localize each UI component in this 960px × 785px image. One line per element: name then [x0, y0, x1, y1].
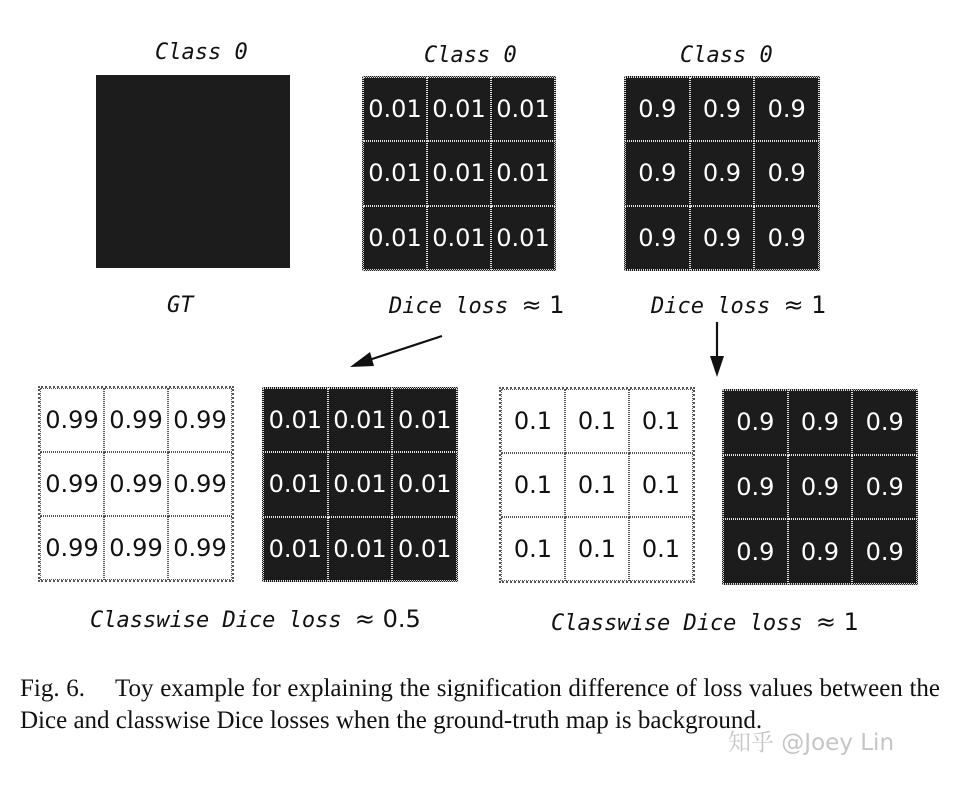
grid-cell: 0.01	[427, 77, 491, 141]
grid-cell: 0.1	[565, 517, 629, 581]
grid-cell: 0.1	[565, 453, 629, 517]
grid-cell: 0.9	[625, 77, 690, 141]
grid-cell: 0.9	[754, 141, 819, 205]
grid-cell: 0.01	[392, 388, 457, 452]
classwise-text-right: Classwise Dice loss	[551, 611, 803, 636]
watermark: 知乎 @Joey Lin	[728, 730, 895, 756]
grid-cell: 0.9	[852, 390, 917, 455]
grid-cell: 0.01	[328, 388, 393, 452]
grid-cell: 0.01	[392, 452, 457, 516]
grid-cell: 0.01	[491, 141, 555, 205]
grid-cell: 0.9	[788, 390, 853, 455]
grid-cell: 0.9	[690, 206, 755, 270]
grid-cell: 0.1	[501, 389, 565, 453]
grid-cell: 0.01	[427, 206, 491, 270]
grid-cell: 0.9	[625, 206, 690, 270]
grid-cell: 0.01	[427, 141, 491, 205]
grid-cell: 0.01	[328, 517, 393, 581]
grid-cell: 0.9	[723, 455, 788, 520]
classwise-value-left: ≈ 0.5	[354, 605, 421, 633]
grid-cell: 0.9	[625, 141, 690, 205]
grid-cell: 0.9	[788, 519, 853, 584]
class-label-gt: Class 0	[155, 40, 248, 65]
grid-cell: 0.9	[754, 77, 819, 141]
dice-loss-text-right: Dice loss	[651, 294, 771, 319]
class-label-dice-low: Class 0	[424, 43, 517, 68]
grid-cell: 0.99	[40, 516, 104, 580]
grid-cell: 0.99	[104, 516, 168, 580]
grid-cell: 0.99	[168, 452, 232, 516]
grid-cell: 0.1	[629, 453, 693, 517]
grid-cell: 0.1	[629, 389, 693, 453]
grid-cell: 0.1	[501, 453, 565, 517]
caption-text: Toy example for explaining the signification difference of loss values between the Dice and classwise Dice losses when the ground-truth map is background.	[20, 675, 940, 734]
grid-cell: 0.01	[363, 141, 427, 205]
grid-cell: 0.1	[629, 517, 693, 581]
arrow-left-shaft	[366, 336, 442, 361]
grid-cell: 0.99	[168, 388, 232, 452]
classwise-text-left: Classwise Dice loss	[90, 608, 342, 633]
grid-cell: 0.9	[690, 77, 755, 141]
gt-label: GT	[167, 293, 194, 318]
grid-cell: 0.9	[852, 519, 917, 584]
classwise-label-left	[90, 605, 421, 633]
grid-cell: 0.01	[363, 206, 427, 270]
grid-cell: 0.9	[754, 206, 819, 270]
grid-cell: 0.01	[363, 77, 427, 141]
grid-bottom-left-dark	[262, 387, 458, 582]
grid-cell: 0.1	[501, 517, 565, 581]
classwise-value-right: ≈ 1	[815, 608, 859, 636]
grid-cell: 0.99	[168, 516, 232, 580]
grid-bottom-left-light	[38, 386, 234, 582]
grid-cell: 0.01	[263, 388, 328, 452]
grid-bottom-right-dark	[722, 389, 918, 585]
grid-cell: 0.01	[328, 452, 393, 516]
dice-loss-value-left: ≈ 1	[521, 291, 565, 319]
grid-cell: 0.01	[491, 206, 555, 270]
caption-figure-number: Fig. 6.	[20, 675, 86, 702]
grid-bottom-right-light	[499, 387, 695, 583]
grid-cell: 0.99	[104, 388, 168, 452]
grid-cell: 0.9	[723, 390, 788, 455]
grid-cell: 0.01	[263, 452, 328, 516]
arrow-left-head	[350, 352, 374, 367]
grid-cell: 0.01	[491, 77, 555, 141]
grid-cell: 0.01	[263, 517, 328, 581]
class-label-dice-high: Class 0	[680, 43, 773, 68]
grid-cell: 0.9	[723, 519, 788, 584]
grid-cell: 0.99	[104, 452, 168, 516]
grid-cell: 0.9	[852, 455, 917, 520]
grid-cell: 0.1	[565, 389, 629, 453]
grid-cell: 0.99	[40, 452, 104, 516]
grid-cell: 0.9	[690, 141, 755, 205]
grid-cell: 0.01	[392, 517, 457, 581]
grid-cell: 0.99	[40, 388, 104, 452]
dice-loss-value-right: ≈ 1	[783, 291, 827, 319]
classwise-label-right	[551, 608, 859, 636]
arrow-down-head	[710, 356, 724, 377]
grid-cell: 0.9	[788, 455, 853, 520]
dice-loss-text-left: Dice loss	[389, 294, 509, 319]
